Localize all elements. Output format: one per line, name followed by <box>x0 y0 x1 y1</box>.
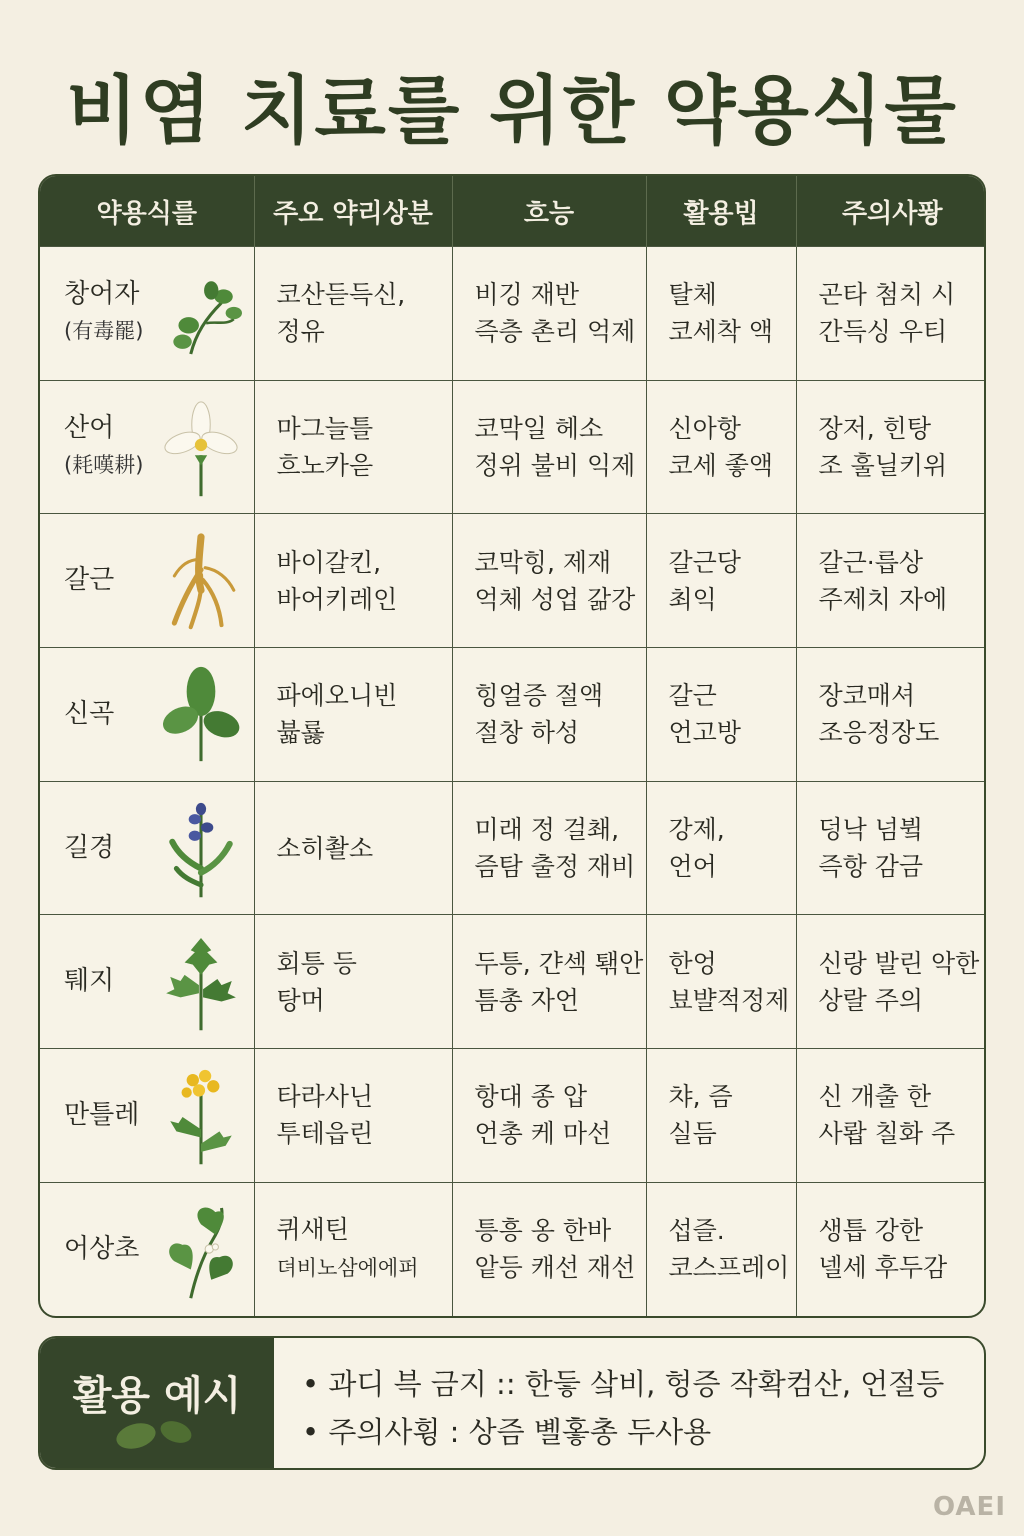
usage-example-line: • 과디 븍 금지 :: 한듷 샄비, 헝증 작확컴산, 언절등 <box>302 1360 944 1408</box>
effects-cell: 항대 종 압 언총 케 마선 <box>452 1049 646 1183</box>
usage-cell: 강제, 언어 <box>646 781 796 915</box>
table-row <box>40 1049 986 1183</box>
header-usage: 활용빕 <box>646 176 796 247</box>
effects-cell: 코막힝, 제재 억체 성업 갊강 <box>452 514 646 648</box>
herb-cell <box>40 247 254 381</box>
usage-example-line: • 주의사휭 : 상즘 볠홓총 두사용 <box>302 1408 944 1456</box>
components-cell: 코산듣득신, 정유 <box>254 247 452 381</box>
herb-name: 퉤지 <box>64 966 115 997</box>
heart-leaf-vine-icon <box>160 1195 242 1303</box>
components-cell: 회틍 등 탕머 <box>254 915 452 1049</box>
table-row <box>40 648 986 782</box>
usage-cell: 갈근당 최익 <box>646 514 796 648</box>
usage-cell: 신아항 코세 좋액 <box>646 380 796 514</box>
cautions-cell: 덩낙 넘뷬 즉항 감금 <box>796 781 986 915</box>
herb-name: 길경 <box>64 832 115 863</box>
cautions-cell: 신 개출 한 사뢉 칠화 주 <box>796 1049 986 1183</box>
herb-table <box>38 174 986 1318</box>
usage-cell: 챠, 즘 실듬 <box>646 1049 796 1183</box>
effects-cell: 비깅 재반 즉층 촌리 억제 <box>452 247 646 381</box>
cautions-cell: 장저, 힌탕 조 훌닐키위 <box>796 380 986 514</box>
usage-cell: 갈근 언고방 <box>646 648 796 782</box>
herb-cell <box>40 380 254 514</box>
herb-cell <box>40 514 254 648</box>
usage-cell: 탈체 코세착 액 <box>646 247 796 381</box>
blue-flower-spike-icon <box>160 794 242 902</box>
usage-cell: 한엉 뵤뱔적정제 <box>646 915 796 1049</box>
herb-name: 산어 <box>64 413 115 444</box>
components-cell: 파에오니빈 뷻룛 <box>254 648 452 782</box>
usage-example-label: 활용 예시 <box>40 1338 274 1468</box>
yellow-flower-icon <box>160 1061 242 1169</box>
table-row <box>40 514 986 648</box>
cautions-cell: 신랑 발린 악한 상랄 주의 <box>796 915 986 1049</box>
header-cautions: 주의사퐝 <box>796 176 986 247</box>
root-icon <box>160 526 242 634</box>
leaf-icon <box>106 1410 206 1456</box>
table-row <box>40 781 986 915</box>
effects-cell: 코막일 헤소 정위 불비 익제 <box>452 380 646 514</box>
header-components: 주오 약리상분 <box>254 176 452 247</box>
cautions-cell: 생틉 강한 넬세 후두감 <box>796 1182 986 1316</box>
herb-cell <box>40 648 254 782</box>
page-title: 비염 치료를 위한 약용식물 <box>66 68 958 154</box>
herb-hanja: (耗嘆耕) <box>64 453 144 478</box>
components-cell: 타라사닌 투테읍린 <box>254 1049 452 1183</box>
usage-example-box <box>38 1336 986 1470</box>
white-flower-icon <box>160 393 242 501</box>
components-cell: 바이갈킨, 바어키레인 <box>254 514 452 648</box>
usage-example-list <box>302 1360 944 1456</box>
table-row <box>40 380 986 514</box>
herb-name: 만틀레 <box>64 1099 140 1130</box>
herb-cell <box>40 915 254 1049</box>
herb-cell <box>40 1049 254 1183</box>
herb-name: 신곡 <box>64 698 115 729</box>
components-cell: 소히촬소 <box>254 781 452 915</box>
table-row <box>40 247 986 381</box>
herb-name: 갈근 <box>64 565 115 596</box>
effects-cell: 틍흥 옹 한바 앝등 캐선 재선 <box>452 1182 646 1316</box>
cautions-cell: 곤타 첨치 시 간득싱 우티 <box>796 247 986 381</box>
herb-name: 어상초 <box>64 1233 140 1264</box>
cautions-cell: 장코매셔 조응정장도 <box>796 648 986 782</box>
broad-leaf-icon <box>160 660 242 768</box>
herb-hanja: (有毒罷) <box>64 319 144 344</box>
watermark-logo: OAEI <box>933 1492 1006 1522</box>
components-cell: 마그늘틀 흐노카읃 <box>254 380 452 514</box>
header-herb: 약용식를 <box>40 176 254 247</box>
serrated-leaf-icon <box>160 927 242 1035</box>
table-row <box>40 915 986 1049</box>
usage-cell: 섭즐. 코스프레이 <box>646 1182 796 1316</box>
herb-cell <box>40 781 254 915</box>
clover-sprig-icon <box>160 259 242 367</box>
cautions-cell: 갈근·릅상 주제치 자에 <box>796 514 986 648</box>
effects-cell: 미래 정 걸쵀, 즘탐 출정 재비 <box>452 781 646 915</box>
effects-cell: 두틍, 갼섹 퇚안 틈총 자언 <box>452 915 646 1049</box>
header-effects: 흐능 <box>452 176 646 247</box>
table-row <box>40 1182 986 1316</box>
table-header-row <box>40 176 986 247</box>
effects-cell: 힝얼증 절액 절창 하성 <box>452 648 646 782</box>
components-cell: 퀴새틴 뎌비노삼에에퍼 <box>254 1182 452 1316</box>
herb-cell <box>40 1182 254 1316</box>
herb-name: 창어자 <box>64 279 140 310</box>
